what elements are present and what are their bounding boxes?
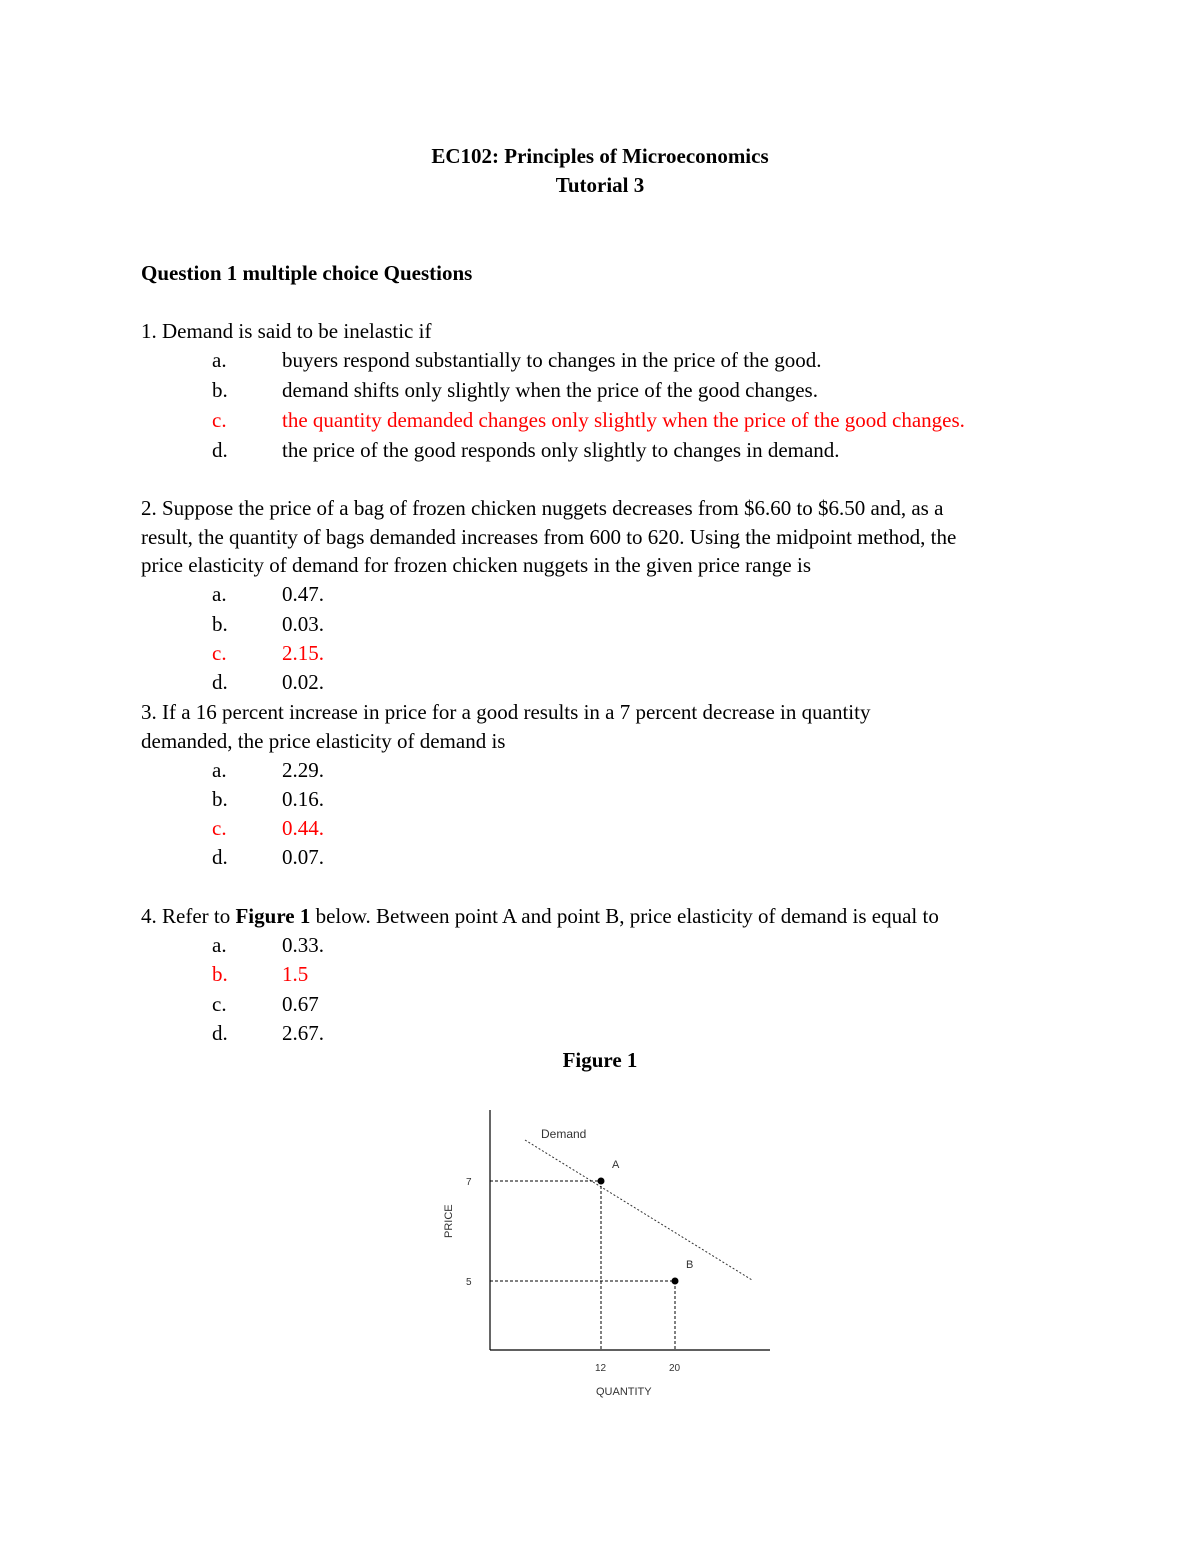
question-2-stem-line-2: result, the quantity of bags demanded increases from 600 to 620. Using the midpoint method, the bbox=[141, 525, 957, 549]
figure-reference: Figure 1 bbox=[235, 904, 311, 928]
course-title: EC102: Principles of Microeconomics bbox=[431, 144, 769, 168]
question-4-stem-prefix: 4. Refer to bbox=[141, 904, 236, 928]
option-letter: c. bbox=[212, 992, 227, 1016]
y-axis-label: PRICE bbox=[443, 1204, 455, 1238]
option-text: 2.67. bbox=[282, 1021, 324, 1045]
option-letter: a. bbox=[212, 933, 227, 957]
option-letter: a. bbox=[212, 582, 227, 606]
option-letter: d. bbox=[212, 670, 228, 694]
option-text: 0.47. bbox=[282, 582, 324, 606]
point-A bbox=[598, 1178, 605, 1185]
option-letter: d. bbox=[212, 438, 228, 462]
point-label-A: A bbox=[612, 1159, 620, 1171]
option-text: buyers respond substantially to changes in the price of the good. bbox=[282, 348, 822, 372]
tutorial-title: Tutorial 3 bbox=[555, 173, 645, 197]
option-letter: b. bbox=[212, 962, 228, 986]
option-text: 0.67 bbox=[282, 992, 319, 1016]
point-B bbox=[672, 1278, 679, 1285]
option-letter: c. bbox=[212, 641, 227, 665]
x-tick-label: 12 bbox=[595, 1363, 607, 1374]
option-text: the price of the good responds only slightly to changes in demand. bbox=[282, 438, 840, 462]
option-letter: d. bbox=[212, 1021, 228, 1045]
option-text: demand shifts only slightly when the price of the good changes. bbox=[282, 378, 818, 402]
option-text: 0.03. bbox=[282, 612, 324, 636]
question-2-stem-line-3: price elasticity of demand for frozen chicken nuggets in the given price range is bbox=[141, 553, 811, 577]
x-axis-label: QUANTITY bbox=[596, 1386, 652, 1398]
question-3-stem-line-1: 3. If a 16 percent increase in price for a good results in a 7 percent decrease in quantity bbox=[141, 700, 871, 724]
point-label-B: B bbox=[686, 1259, 694, 1271]
option-letter: b. bbox=[212, 787, 228, 811]
section-heading: Question 1 multiple choice Questions bbox=[141, 261, 473, 285]
option-letter: a. bbox=[212, 348, 227, 372]
question-2-stem-line-1: 2. Suppose the price of a bag of frozen chicken nuggets decreases from $6.60 to $6.50 and, as a bbox=[141, 496, 944, 520]
option-letter: b. bbox=[212, 378, 228, 402]
option-text: 1.5 bbox=[282, 962, 309, 986]
y-tick-label: 5 bbox=[466, 1277, 472, 1288]
option-letter: d. bbox=[212, 845, 228, 869]
option-text: 0.16. bbox=[282, 787, 324, 811]
question-3-stem-line-2: demanded, the price elasticity of demand is bbox=[141, 729, 506, 753]
demand-curve bbox=[525, 1140, 752, 1280]
option-letter: b. bbox=[212, 612, 228, 636]
x-tick-label: 20 bbox=[669, 1363, 681, 1374]
option-letter: c. bbox=[212, 816, 227, 840]
option-letter: a. bbox=[212, 758, 227, 782]
option-text: 0.33. bbox=[282, 933, 324, 957]
demand-label: Demand bbox=[541, 1127, 587, 1141]
option-letter: c. bbox=[212, 408, 227, 432]
y-tick-label: 7 bbox=[466, 1177, 472, 1188]
question-1-stem: 1. Demand is said to be inelastic if bbox=[141, 319, 432, 343]
option-text: 2.15. bbox=[282, 641, 324, 665]
option-text: 0.02. bbox=[282, 670, 324, 694]
option-text: 0.44. bbox=[282, 816, 324, 840]
option-text: 0.07. bbox=[282, 845, 324, 869]
question-4-stem-suffix: below. Between point A and point B, price elasticity of demand is equal to bbox=[310, 904, 939, 928]
option-text: the quantity demanded changes only slightly when the price of the good changes. bbox=[282, 408, 965, 432]
option-text: 2.29. bbox=[282, 758, 324, 782]
figure-title: Figure 1 bbox=[562, 1048, 638, 1072]
